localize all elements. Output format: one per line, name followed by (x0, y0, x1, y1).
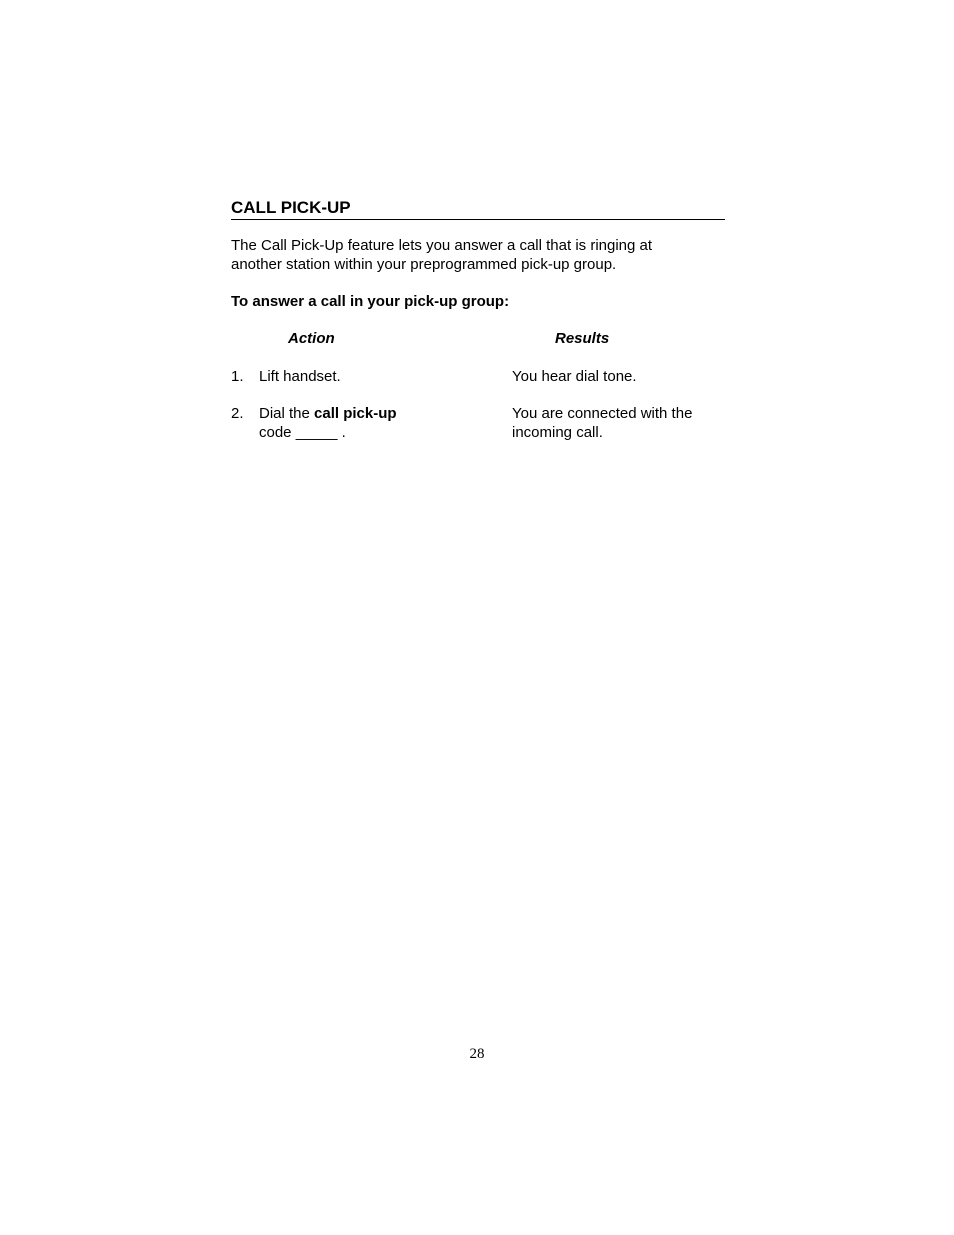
intro-line-1: The Call Pick-Up feature lets you answer a call that is ringing at (231, 237, 653, 254)
step-action-line: Lift handset. (259, 368, 341, 385)
step-number: 2. (231, 405, 244, 422)
step-result-line: incoming call. (512, 424, 603, 441)
section-title: CALL PICK-UP (231, 198, 725, 220)
step-action-prefix: Dial the (259, 405, 315, 422)
procedure-subheading: To answer a call in your pick-up group: (231, 293, 510, 310)
step-action-line: code _____ . (259, 424, 346, 441)
step-result (512, 404, 725, 442)
step-result (512, 367, 725, 386)
page-number: 28 (469, 1046, 485, 1062)
step-row-1 (231, 367, 725, 386)
step-row-2 (231, 404, 725, 442)
step-action-bold-term: call pick-up (314, 405, 397, 422)
intro-line-2: another station within your preprogrammed pick-up group. (231, 256, 617, 273)
action-column-header: Action (288, 330, 335, 347)
step-number: 1. (231, 368, 244, 385)
step-action-line (259, 404, 479, 423)
step-action (259, 367, 479, 386)
results-column-header: Results (555, 330, 610, 347)
step-action (259, 404, 479, 442)
intro-paragraph (231, 236, 711, 274)
step-result-line: You are connected with the (512, 405, 693, 422)
step-result-line: You hear dial tone. (512, 368, 637, 385)
